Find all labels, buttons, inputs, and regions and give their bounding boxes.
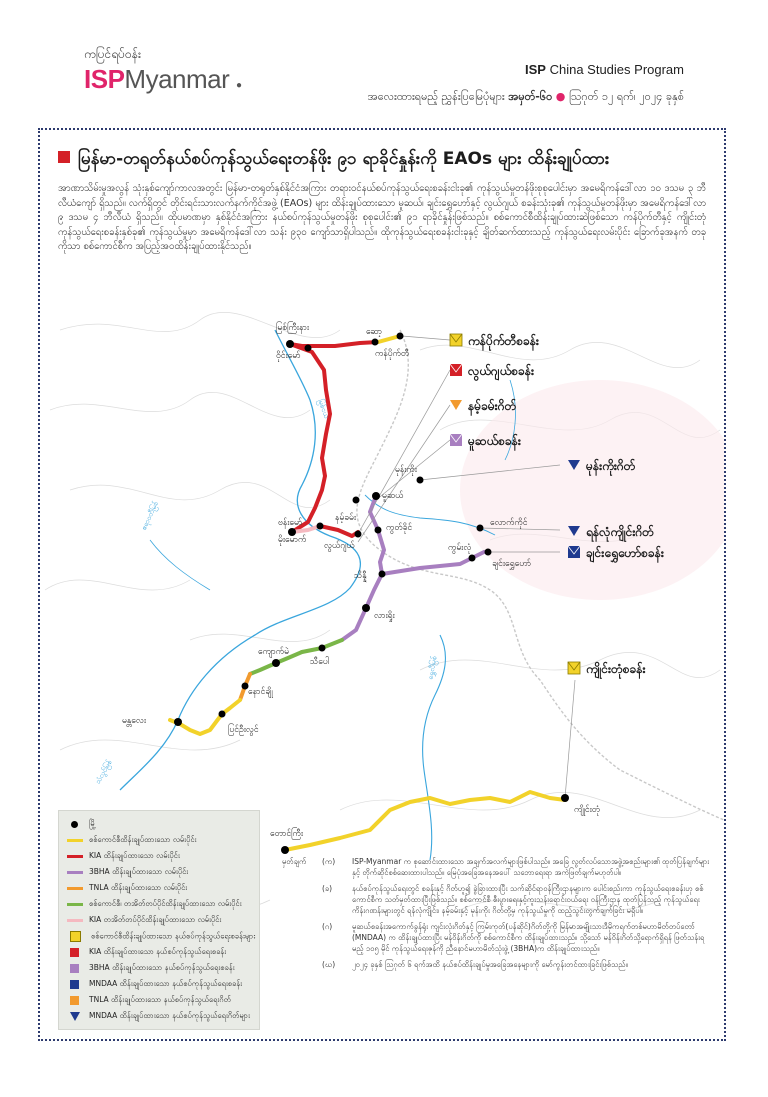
purple-line-icon <box>67 871 83 874</box>
town-label-kyaukme: ကျောက်မဲ <box>258 647 289 657</box>
town-dot-hseni <box>379 571 386 578</box>
note-text: မူဆယ်စခန်းအကောက်ခွန်ရုံး ကျင်းလုံးဂိတ်နှင့် ကြမ်းကုတ်(ပန်ဆိုင်)ဂိတ်တို့ကို မြန်မာအမျိုးသားဒီမိုကရက်တစ်မဟာမိတ်တပ်တော် (MNDAA) က ထိန်းချုပ်ထားပြီး မန်ဝိန်းဂိတ်ကို စစ်ကောင်စီက ထိန်းချုပ်ထားသည်။ သို့သော် မန်ဝိန်းဂိတ်သို့ရောက်ရှိရန် ဖြတ်သန်းရမည့် ၁၀၅ မိုင် ကုန်သွယ်ရေးဇုန်ကို ညီနောင်မဟာမိတ်သုံးဖွဲ့ (3BHA)က ထိန်းချုပ်ထားသည်။ <box>352 922 705 953</box>
river-label-4: မြစ်ငယ် <box>316 398 331 420</box>
gate-label-kanpaiktee: ကန်ပိုက်တီစခန်း <box>468 334 539 348</box>
town-label-hsipaw: သီပေါ <box>310 657 330 667</box>
town-dot-lashio <box>362 604 370 612</box>
town-label-hsawlaw: ဆော့ <box>366 327 382 337</box>
route-3bha-hseni-lashio <box>342 574 382 640</box>
legend-item-tnla-gate: TNLA ထိန်းချုပ်ထားသော နယ်စပ်ကုန်သွယ်ရေးဂိတ် <box>67 995 231 1009</box>
town-label-lashio: လားရှိုး <box>374 611 395 621</box>
note-row-2 <box>282 883 712 916</box>
blue-triangle-icon <box>70 1012 80 1021</box>
town-dot-monekoe <box>417 477 424 484</box>
gate-icon-lweje <box>450 364 462 376</box>
town-label-chinshwehaw: ချင်းရွှေဟော် <box>492 559 532 569</box>
legend-item-kia-gate: KIA ထိန်းချုပ်ထားသော နယ်စပ်ကုန်သွယ်ရေးစခန်း <box>67 947 226 961</box>
town-dot-muse <box>372 492 380 500</box>
town-label-taunggyi: တောင်ကြီး <box>270 829 304 839</box>
town-label-lweje: လွယ်ဂျယ် <box>324 541 355 551</box>
town-label-kunlong: ကွမ်းလုံ <box>448 543 472 553</box>
route-sac-taunggyi-kengtung <box>285 792 565 850</box>
legend-item-mndaa-gate: MNDAA ထိန်းချုပ်ထားသော နယ်စပ်ကုန်သွယ်ရေးစခန်း <box>67 979 242 993</box>
legend-item-partial-kia-route: KIA တအိတ်တပ်ပိုင်ထိန်းချုပ်ထားသော လမ်းပိုင်း <box>67 915 221 929</box>
town-dot-taunggyi <box>281 846 289 854</box>
town-label-namhkam: နမ့်ခမ်း <box>335 513 357 523</box>
note-number: (ဂ) <box>322 922 333 931</box>
town-dot-lweje <box>355 531 362 538</box>
legend-item-mndaa-small-gate: MNDAA ထိန်းချုပ်ထားသော နယ်စပ်ကုန်သွယ်ရေးဂိတ်များ <box>67 1011 250 1025</box>
town-dot-namhkam <box>353 497 360 504</box>
logo-myanmar: Myanmar <box>124 64 230 94</box>
town-label-nawnghkio: နောင်ချို <box>248 687 273 697</box>
town-dot-pyinoolwin <box>219 711 226 718</box>
river-label-2: ရွှေလီမြစ် <box>426 655 439 681</box>
series-line <box>368 90 684 106</box>
green-line-icon <box>67 903 83 906</box>
note-text: ISP-Myanmar က စုဆောင်းထားသော အချက်အလက်များဖြစ်ပါသည်။ အခြေ လွတ်လပ်သောအဖွဲ့အစည်းများ၏ ထုတ်ပြန်ချက်များနှင့် တိုက်ဆိုင်စစ်ဆေးထားပါသည်။ မြေပုံအခြေအနေအပေါ် သဘောရေးရာ အကဲဖြတ်ချက်မဟုတ်ပါ။ <box>352 857 710 877</box>
note-text: နယ်စပ်ကုန်သွယ်ရေးတွင် စခန်းနှင့် ဂိတ်ဟူ၍ ခွဲခြားထားပြီး သက်ဆိုင်ရာဝန်ကြီးဌာနများက ပေါင်းစည်းကာ ကုန်သွယ်ရေးစခန်းဟု စစ်ကောင်စီက သတ်မှတ်ထားပြီးဖြစ်သည်။ စစ်ကောင်စီ စီးပွားရေးနှင့်ကူးသန်းရောင်းဝယ်ရေး ဝန်ကြီးဌာန ထုတ်ပြန်သည့် ကုန်သွယ်ရေး ကိန်းဂဏန်းများတွင် ရန်လုံကျိုင်း၊ နမ့်ခမ်းနှင့် မုန်းကိုး ဂိတ်တို့မှ ကုန်သွယ်မှုကို ထည့်သွင်းတွက်ချက်ခြင်း မရှိပါ။ <box>352 884 704 915</box>
town-label-mandalay: မန္တလေး <box>122 716 146 726</box>
town-label-monekoe: မုန်းကိုး <box>395 465 417 475</box>
town-dot-myitkyina <box>286 340 294 348</box>
town-dot-hsipaw <box>319 645 326 652</box>
town-dot-hsawlaw <box>372 339 379 346</box>
gate-icon-kengtung <box>568 662 580 674</box>
river-label-1: ဧရာဝတီမြစ် <box>139 500 161 532</box>
legend-item-3bha-route: 3BHA ထိန်းချုပ်ထားသော လမ်းပိုင်း <box>67 867 188 881</box>
program-rest: China Studies Program <box>549 62 684 77</box>
legend-item-partial-sac-route: စစ်ကောင်စီ၊ တအိတ်တပ်ပိုင်ထိန်းချုပ်ထားသော လမ်းပိုင်း <box>67 899 241 913</box>
logo-isp: ISP <box>84 64 125 94</box>
gate-icon-namhkam <box>450 400 462 410</box>
legend-item-tnla-route: TNLA ထိန်းချုပ်ထားသော လမ်းပိုင်း <box>67 883 187 897</box>
town-label-muse: မူဆယ် <box>382 491 404 501</box>
town-dot-laukkai <box>477 525 484 532</box>
yellow-gate-icon <box>70 931 81 942</box>
program-title <box>525 62 684 77</box>
town-dot-mandalay <box>174 718 182 726</box>
map-legend <box>58 810 260 1030</box>
legend-item-kia-route: KIA ထိန်းချုပ်ထားသော လမ်းပိုင်း <box>67 851 180 865</box>
route-kia-myitkyina-kanpaiktee <box>290 342 378 346</box>
town-dot-kunlong <box>469 555 476 562</box>
red-gate-icon <box>70 948 79 957</box>
yellow-line-icon <box>67 839 83 842</box>
gate-label-monekoe: မုန်းကိုးဂိတ် <box>586 459 636 473</box>
town-dot-kengtung <box>561 794 569 802</box>
town-label-momauk: မိုးမောက် <box>278 535 307 545</box>
blue-gate-icon <box>70 980 79 989</box>
town-dot-kutkai <box>375 527 382 534</box>
gate-label-namhkam: နမ့်ခမ်းဂိတ် <box>468 399 517 413</box>
gate-label-laukkai: ရန်လုံကျိုင်းဂိတ် <box>586 525 654 539</box>
red-line-icon <box>67 855 83 858</box>
town-dot-waingmaw <box>305 345 312 352</box>
legend-item-3bha-gate: 3BHA ထိန်းချုပ်ထားသော နယ်စပ်ကုန်သွယ်ရေးစခန်း <box>67 963 235 977</box>
notes-heading: မှတ်ချက် <box>282 857 307 866</box>
route-3bha-chinshwehaw <box>382 552 484 574</box>
pink-line-icon <box>67 919 83 922</box>
town-label-kengtung: ကျိုင်းတုံ <box>574 805 601 815</box>
town-label-laukkai: လောက်ကိုင် <box>490 518 528 528</box>
issue-number: အမှတ်-၆၀ <box>508 90 553 103</box>
purple-gate-icon <box>70 964 79 973</box>
gate-label-lweje: လွယ်ဂျယ်စခန်း <box>468 364 535 378</box>
gate-icon-kanpaiktee <box>450 334 462 346</box>
gate-label-chinshwehaw: ချင်းရွှေဟော်စခန်း <box>586 546 664 560</box>
note-number: (ဃ) <box>322 960 336 969</box>
gate-label-kengtung: ကျိုင်းတုံစခန်း <box>586 662 646 676</box>
gate-label-muse: မူဆယ်စခန်း <box>468 434 521 448</box>
gate-icon-muse <box>450 434 462 446</box>
logo-tagline: ကပြင်ရပ်ဝန်း <box>84 47 141 61</box>
series-name: အလေးထားရမည့် ညွှန်းပြမြေပုံများ <box>367 90 505 103</box>
orange-line-icon <box>67 887 83 890</box>
page-title <box>58 148 718 173</box>
legend-item-sac-gate: စစ်ကောင်စီထိန်းချုပ်ထားသော နယ်စပ်ကုန်သွယ်ရေးစခန်းများ <box>67 931 255 945</box>
note-text: ၂၀၂၄ ခုနှစ် ဩဂုတ် ၆ ရက်အထိ နယ်စပ်ထိန်းချုပ်မှုအခြေအနေများကို မော်ကွန်းတင်ထားခြင်းဖြစ်သည်။ <box>352 960 628 969</box>
intro-paragraph: အာဏာသိမ်းမှုအလွန် သုံးနှစ်ကျော်ကာလအတွင်း မြန်မာ-တရုတ်နှစ်နိုင်ငံအကြား တရားဝင်နယ်စပ်ကုန်သွယ်ရေးစခန်းငါးခု၏ ကုန်သွယ်မှုတန်ဖိုးစုစုပေါင်းမှာ အမေရိကန်ဒေါ်လာ ၁၀ ဒသမ ၃ ဘီလီယံကျော် ရှိသည်။ လက်ရှိတွင် တိုင်းရင်းသားလက်နက်ကိုင်အဖွဲ့ (EAOs) များ ထိန်းချုပ်ထားသော မူဆယ်၊ ချင်းရွှေဟော်နှင့် လွယ်ဂျယ် စခန်းသုံးခု၏ ကုန်သွယ်မှုတန်ဖိုးမှာ အမေရိကန်ဒေါ်လာ ၉ ဒသမ ၄ ဘီလီယံ ရှိသည်။ ထိုပမာဏမှာ နှစ်နိုင်ငံအကြား နယ်စပ်ကုန်သွယ်မှုတန်ဖိုး စုစုပေါင်း၏ ၉၁ ရာခိုင်နှုန်းဖြစ်သည်။ စစ်ကောင်စီထိန်းချုပ်ထားဆဲဖြစ်သော ကန်ပိုက်တီနှင့် ကျိုင်းတုံကုန်သွယ်ရေးစခန်းနှစ်ခု၏ ကုန်သွယ်မှုမှာ အမေရိကန်ဒေါ်လာ သန်း ၉၃၀ ကျော်သာရှိပါသည်။ ထိုကုန်သွယ်ရေးစခန်းငါးခုနှင့် ချိတ်ဆက်ထားသည့် ကုန်သွယ်ရေးလမ်းပိုင်း ခြောက်ခုအနက် တခုကိုသာ စစ်ကောင်စီက အပြည့်အဝထိန်းချုပ်ထားနိုင်သည်။ <box>58 183 706 252</box>
town-dot-icon <box>71 821 78 828</box>
page-title-text: မြန်မာ-တရုတ်နယ်စပ်ကုန်သွယ်ရေးတန်ဖိုး ၉၁ ရာခိုင်နှုန်းကို EAOs များ ထိန်းချုပ်ထား <box>78 149 610 169</box>
legend-item-town: မြို့ <box>67 819 96 833</box>
river-label-3: သံလွင်မြစ် <box>93 758 114 786</box>
legend-item-sac-route: စစ်ကောင်စီထိန်းချုပ်ထားသော လမ်းပိုင်း <box>67 835 196 849</box>
town-label-bhamo: ဗန်းမော် <box>278 518 303 528</box>
note-row-3 <box>282 921 712 954</box>
note-number: (က) <box>322 857 336 866</box>
note-number: (ခ) <box>322 884 333 893</box>
title-bullet-icon <box>58 151 70 163</box>
town-label-kutkai: ကွတ်ခိုင် <box>386 523 413 533</box>
note-row-1 <box>282 856 712 878</box>
notes-section <box>282 856 712 975</box>
note-row-4 <box>282 959 712 970</box>
town-dot-kyaukme <box>272 659 280 667</box>
isp-myanmar-logo: ISPMyanmar ● <box>84 64 242 94</box>
town-dot-momauk <box>317 523 324 530</box>
town-label-myitkyina: မြစ်ကြီးနား <box>276 323 310 333</box>
orange-gate-icon <box>70 996 79 1005</box>
issue-date: ဩဂုတ် ၁၂ ရက်၊ ၂၀၂၄ ခုနှစ် <box>568 90 684 103</box>
town-dot-kanpaiktee <box>397 333 404 340</box>
gate-icon-chinshwehaw <box>568 546 580 558</box>
town-label-pyinoolwin: ပြင်ဦးလွင် <box>228 725 259 735</box>
program-bold: ISP <box>525 62 546 77</box>
separator-dot: ● <box>555 90 566 103</box>
town-dot-chinshwehaw <box>485 549 492 556</box>
town-label-waingmaw: ဝိုင်းမော် <box>276 351 301 361</box>
town-label-hseni: သိန္နီ <box>354 571 367 581</box>
town-label-kanpaiktee: ကန်ပိုက်တီ <box>375 349 410 359</box>
